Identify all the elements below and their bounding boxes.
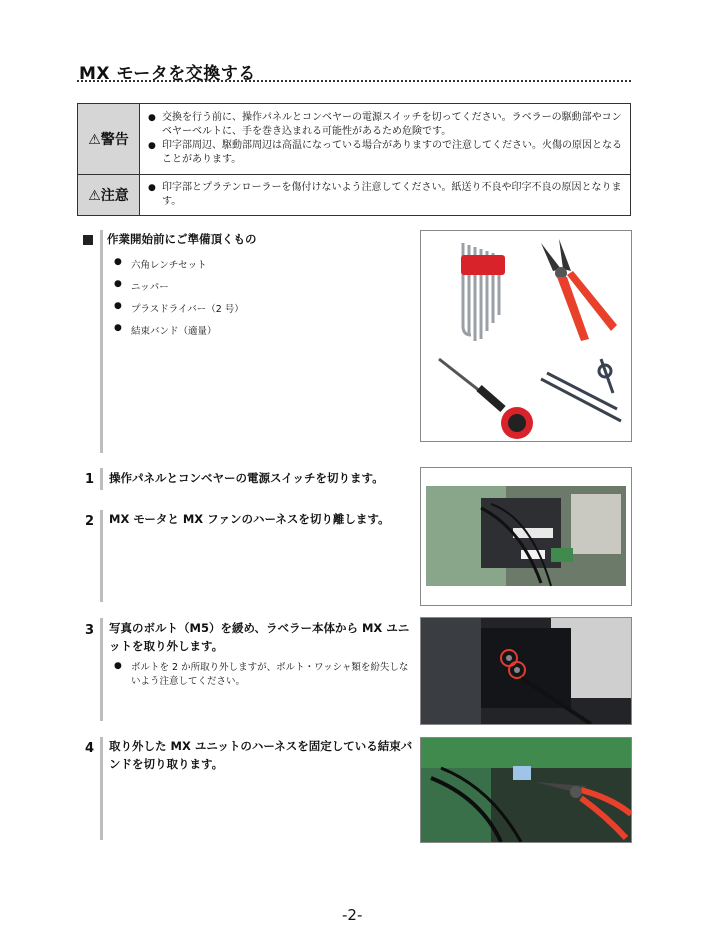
bullet-icon: ●	[114, 257, 122, 267]
warning-label-cell	[78, 104, 140, 175]
step-side-bar	[100, 468, 103, 490]
step-number: 4	[85, 741, 95, 756]
step-side-bar	[100, 618, 103, 721]
bullet-icon: ●	[114, 661, 122, 671]
caution-label: 注意	[100, 188, 129, 204]
page-title: MX モータを交換する	[79, 64, 256, 84]
step-text: MX モータと MX ファンのハーネスを切り離します。	[109, 512, 390, 526]
tool-item: ニッパー	[131, 282, 169, 293]
tool-item: プラスドライバー（2 号）	[131, 304, 244, 315]
step-text: 写真のボルト（M5）を緩め、ラベラー本体から MX ユニットを取り外します。	[109, 621, 410, 653]
harness-photo	[420, 467, 632, 606]
step-side-bar	[100, 510, 103, 602]
caution-label-cell	[78, 175, 140, 216]
step-text: 取り外した MX ユニットのハーネスを固定している結束バンドを切り取ります。	[109, 739, 413, 771]
bullet-icon: ●	[114, 323, 122, 333]
step-number: 3	[85, 623, 95, 638]
tools-photo	[420, 230, 632, 442]
title-divider	[77, 80, 631, 82]
caution-item: ● 印字部とプラテンローラーを傷付けないよう注意してください。紙送り不良や印字不良の原因となります。	[146, 181, 624, 209]
preparation-heading: 作業開始前にご準備頂くもの	[107, 232, 257, 246]
page-number: -2-	[342, 906, 363, 924]
section-square-marker	[83, 235, 93, 245]
step-side-bar	[100, 737, 103, 840]
cable-tie-cutting-photo	[420, 737, 632, 843]
bullet-icon: ●	[114, 279, 122, 289]
step-number: 1	[85, 472, 95, 487]
step-note: ボルトを 2 か所取り外しますが、ボルト・ワッシャ類を紛失しないよう注意してください。	[131, 662, 409, 687]
warning-label: 警告	[100, 132, 129, 148]
bullet-icon: ●	[114, 301, 122, 311]
warning-item: ● 印字部周辺、駆動部周辺は高温になっている場合がありますので注意してください。火傷の原因となることがあります。	[146, 139, 624, 167]
warning-item: ● 交換を行う前に、操作パネルとコンベヤーの電源スイッチを切ってください。ラベラーの駆動部やコンベヤーベルトに、手を巻き込まれる可能性があるため危険です。	[146, 111, 624, 139]
bolt-photo	[420, 617, 632, 725]
warning-triangle-icon: ⚠	[88, 132, 101, 148]
tool-item: 結束バンド（適量）	[131, 326, 217, 337]
step-text: 操作パネルとコンベヤーの電源スイッチを切ります。	[109, 471, 384, 485]
warning-table	[77, 103, 631, 216]
section-side-bar	[100, 230, 103, 453]
step-number: 2	[85, 514, 95, 529]
warning-text-cell	[140, 104, 631, 175]
tool-item: 六角レンチセット	[131, 260, 207, 271]
warning-triangle-icon: ⚠	[88, 188, 101, 204]
caution-text-cell	[140, 175, 631, 216]
